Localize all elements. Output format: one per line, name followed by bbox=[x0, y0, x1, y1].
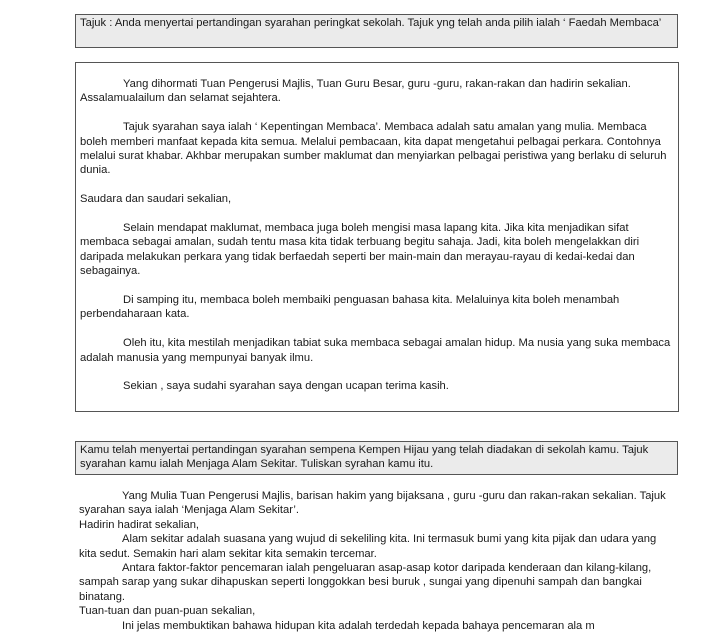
essay-paragraph: Sekian , saya sudahi syarahan saya dengan ucapan terima kasih. bbox=[123, 380, 449, 393]
essay-prompt-2 bbox=[75, 441, 678, 475]
essay-paragraph: Saudara dan saudari sekalian, bbox=[80, 193, 232, 206]
essay-1-box bbox=[75, 62, 679, 412]
essay-paragraph: Alam sekitar adalah suasana yang wujud di sekeliling kita. Ini termasuk bumi yang kita pijak dan udara yang kita sedut. Semakin hari alam sekitar kita semakin tercemar. bbox=[79, 533, 657, 560]
essay-paragraph: Di samping itu, membaca boleh membaiki penguasan bahasa kita. Melaluinya kita boleh menambah perbendaharaan kata. bbox=[80, 294, 620, 321]
essay-paragraph: Tuan-tuan dan puan-puan sekalian, bbox=[79, 605, 256, 618]
essay-paragraph: Yang Mulia Tuan Pengerusi Majlis, barisan hakim yang bijaksana , guru -guru dan rakan-rakan sekalian. Tajuk syarahan saya ialah ‘Menjaga Alam Sekitar’. bbox=[79, 490, 666, 517]
essay-2-body bbox=[79, 489, 675, 633]
prompt-text: Kamu telah menyertai pertandingan syarahan sempena Kempen Hijau yang telah diadakan di sekolah kamu. Tajuk syarahan kamu ialah Menjaga Alam Sekitar. Tuliskan syrahan kamu itu. bbox=[80, 444, 649, 471]
essay-paragraph: Yang dihormati Tuan Pengerusi Majlis, Tuan Guru Besar, guru -guru, rakan-rakan dan hadirin sekalian. Assalamualailum dan selamat sejahtera. bbox=[80, 78, 631, 105]
essay-paragraph: Hadirin hadirat sekalian, bbox=[79, 518, 200, 531]
essay-paragraph: Ini jelas membuktikan bahawa hidupan kita adalah terdedah kepada bahaya pencemaran ala m bbox=[122, 619, 595, 632]
essay-paragraph: Oleh itu, kita mestilah menjadikan tabiat suka membaca sebagai amalan hidup. Ma nusia yang suka membaca adalah manusia yang mempunyai banyak ilmu. bbox=[80, 337, 671, 364]
essay-paragraph: Selain mendapat maklumat, membaca juga boleh mengisi masa lapang kita. Jika kita menjadikan sifat membaca sebagai amalan, sudah tentu masa kita tidak terbuang begitu sahaja. Jadi, kita boleh mengelakkan diri daripada melakukan perkara yang tidak berfaedah seperti ber main-main dan merayau-rayau di kedai-kedai dan sebagainya. bbox=[80, 222, 640, 278]
essay-prompt-1 bbox=[75, 14, 678, 48]
essay-paragraph: Antara faktor-faktor pencemaran ialah pengeluaran asap-asap kotor daripada kenderaan dan kilang-kilang, sampah sarap yang sukar dihapuskan seperti longgokkan besi buruk , sungai yang dipenuhi sampah dan bangkai binatang. bbox=[79, 562, 652, 603]
essay-paragraph: Tajuk syarahan saya ialah ‘ Kepentingan Membaca’. Membaca adalah satu amalan yang mulia. Membaca boleh memberi manfaat kepada kita semua. Melalui pembacaan, kita dapat mengetahui pelbagai perkara. Contohnya melalui surat khabar. Akhbar merupakan sumber maklumat dan menyiarkan pelbagai peristiwa yang berlaku di seluruh dunia. bbox=[80, 121, 667, 177]
prompt-text: Tajuk : Anda menyertai pertandingan syarahan peringkat sekolah. Tajuk yng telah anda pilih ialah ‘ Faedah Membaca’ bbox=[80, 17, 662, 29]
